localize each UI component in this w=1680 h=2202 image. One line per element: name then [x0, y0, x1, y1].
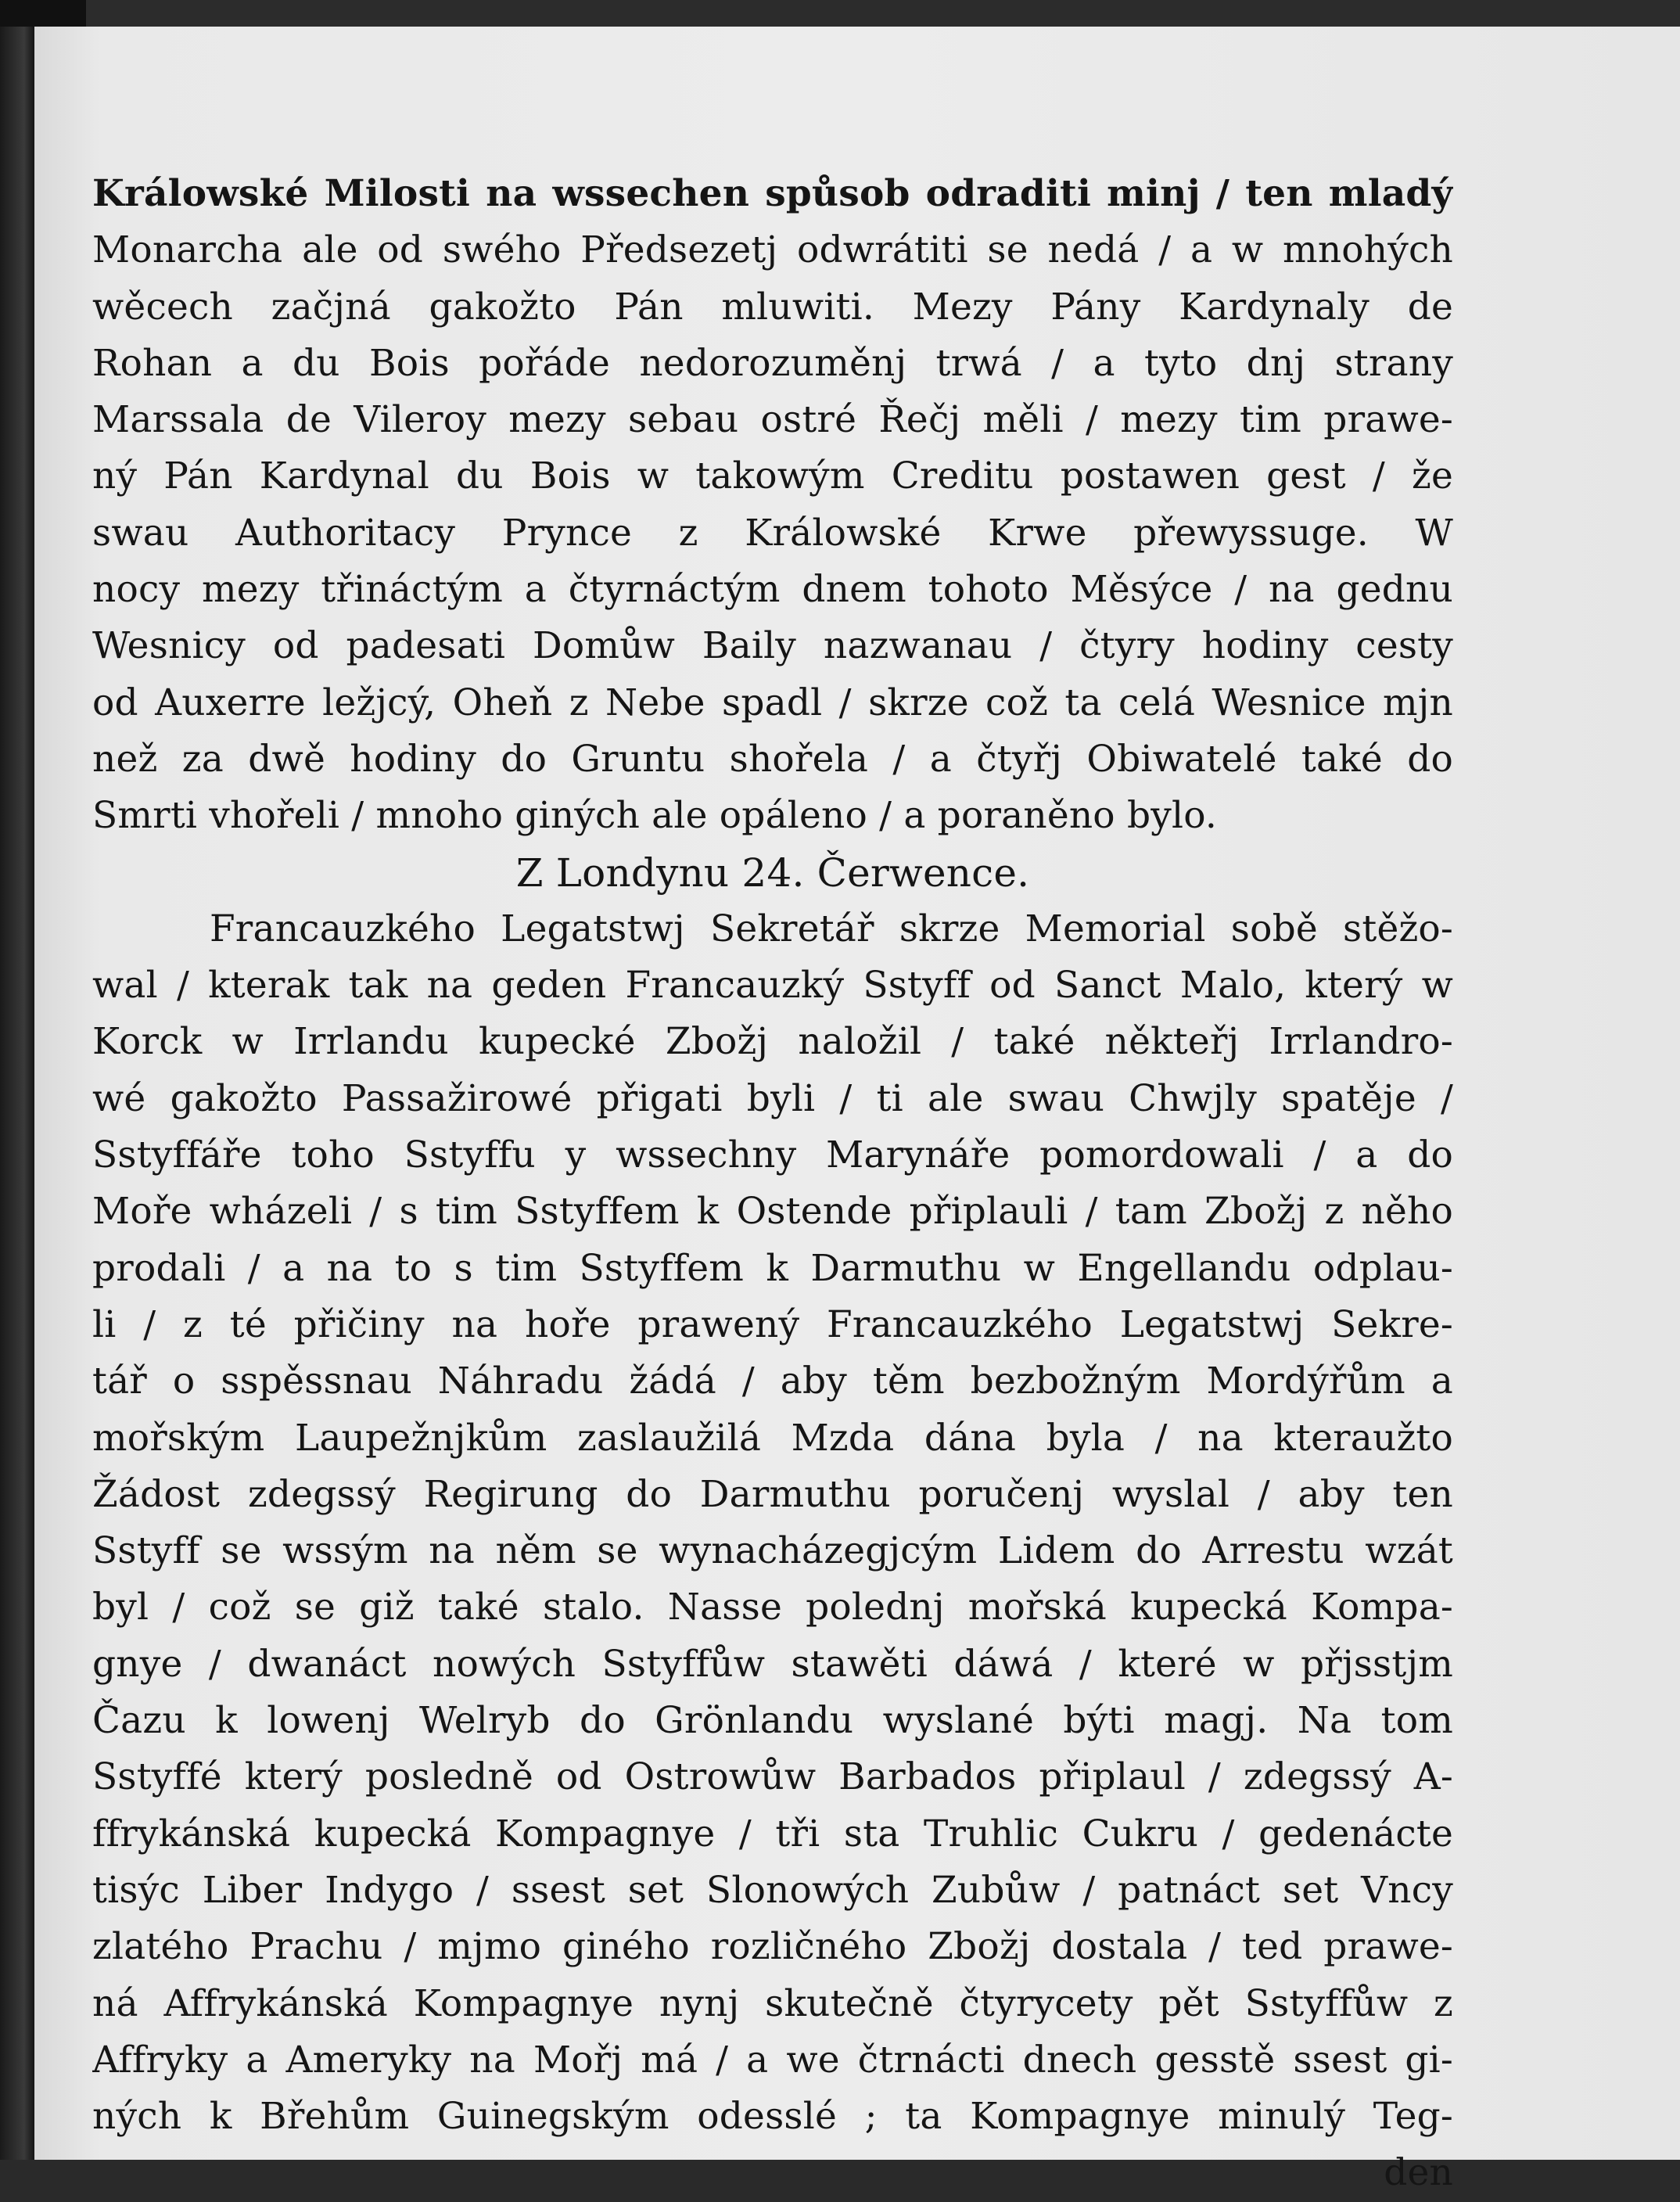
text-line-29: Sstyffé který posledně od Ostrowůw Barbados připlaul / zdegssý A-: [92, 1755, 1453, 1799]
text-line-22: tář o sspěssnau Náhradu žádá / aby těm bezbožným Mordýřům a: [92, 1360, 1453, 1403]
text-line-28: Čazu k lowenj Welryb do Grönlandu wyslané býti magj. Na tom: [92, 1699, 1453, 1743]
document-text-body: [92, 166, 1453, 2202]
text-line-25: Sstyff se wssým na něm se wynacházegjcým Lidem do Arrestu wzát: [92, 1529, 1453, 1573]
text-line-12: Smrti vhořeli / mnoho giných ale opáleno / a poraněno bylo.: [92, 794, 1218, 838]
text-line-20: prodali / a na to s tim Sstyffem k Darmuthu w Engellandu odplau-: [92, 1246, 1453, 1290]
text-line-21: li / z té přičiny na hoře prawený Francauzkého Legatstwj Sekre-: [92, 1302, 1453, 1346]
text-line-19: Moře wházeli / s tim Sstyffem k Ostende připlauli / tam Zbožj z něho: [92, 1190, 1453, 1234]
text-line-18: Sstyffáře toho Sstyffu y wssechny Marynáře pomordowali / a do: [92, 1133, 1453, 1177]
text-line-35: ných k Břehům Guinegským odesslé ; ta Kompagnye minulý Teg-: [92, 2095, 1453, 2139]
text-line-15: wal / kterak tak na geden Francauzký Sstyff od Sanct Malo, který w: [92, 964, 1453, 1008]
text-line-1: Králowské Milosti na wssechen spůsob odraditi minj / ten mladý: [92, 172, 1453, 215]
text-line-6: ný Pán Kardynal du Bois w takowým Creditu postawen gest / že: [92, 454, 1453, 498]
book-binding-edge: [0, 0, 34, 2160]
catchword: den: [1384, 2151, 1453, 2195]
text-line-31: tisýc Liber Indygo / ssest set Slonowých Zubůw / patnáct set Vncy: [92, 1868, 1453, 1912]
text-line-26: byl / což se giž také stalo. Nasse polednj mořská kupecká Kompa-: [92, 1586, 1453, 1629]
text-line-16: Korck w Irrlandu kupecké Zbožj naložil / také někteřj Irrlandro-: [92, 1020, 1453, 1064]
text-line-11: než za dwě hodiny do Gruntu shořela / a čtyřj Obiwatelé také do: [92, 737, 1453, 781]
text-line-9: Wesnicy od padesati Domůw Baily nazwanau / čtyry hodiny cesty: [92, 624, 1453, 668]
text-line-27: gnye / dwanáct nowých Sstyffůw stawěti dáwá / které w přjsstjm: [92, 1642, 1453, 1686]
text-line-10: od Auxerre ležjcý, Oheň z Nebe spadl / skrze což ta celá Wesnice mjn: [92, 681, 1453, 724]
text-line-3: wěcech začjná gakožto Pán mluwiti. Mezy Pány Kardynaly de: [92, 285, 1453, 329]
text-line-24: Žádost zdegssý Regirung do Darmuthu poručenj wyslal / aby ten: [92, 1472, 1453, 1516]
text-line-14: Francauzkého Legatstwj Sekretář skrze Memorial sobě stěžo-: [210, 907, 1453, 950]
text-line-32: zlatého Prachu / mjmo giného rozličného Zbožj dostala / ted prawe-: [92, 1925, 1453, 1969]
text-line-30: ffrykánská kupecká Kompagnye / tři sta Truhlic Cukru / gedenácte: [92, 1812, 1453, 1855]
text-line-5: Marssala de Vileroy mezy sebau ostré Řečj měli / mezy tim prawe-: [92, 398, 1453, 442]
section-heading-london: Z Londynu 24. Čerwence.: [515, 850, 1030, 896]
text-line-34: Affryky a Ameryky na Mořj má / a we čtrnácti dnech gesstě ssest gi-: [92, 2038, 1453, 2082]
text-line-2: Monarcha ale od swého Předsezetj odwrátiti se nedá / a w mnohých: [92, 228, 1453, 272]
scan-corner-shadow: [0, 0, 86, 27]
text-line-17: wé gakožto Passažirowé přigati byli / ti ale swau Chwjly spatěje /: [92, 1076, 1453, 1120]
text-line-8: nocy mezy třináctým a čtyrnáctým dnem tohoto Měsýce / na gednu: [92, 568, 1453, 612]
text-line-7: swau Authoritacy Prynce z Králowské Krwe přewyssuge. W: [92, 511, 1453, 555]
text-line-4: Rohan a du Bois pořáde nedorozuměnj trwá / a tyto dnj strany: [92, 341, 1453, 385]
text-line-23: mořským Laupežnjkům zaslaužilá Mzda dána byla / na kteraužto: [92, 1416, 1453, 1460]
text-line-33: ná Affrykánská Kompagnye nynj skutečně čtyrycety pět Sstyffůw z: [92, 1981, 1453, 2025]
